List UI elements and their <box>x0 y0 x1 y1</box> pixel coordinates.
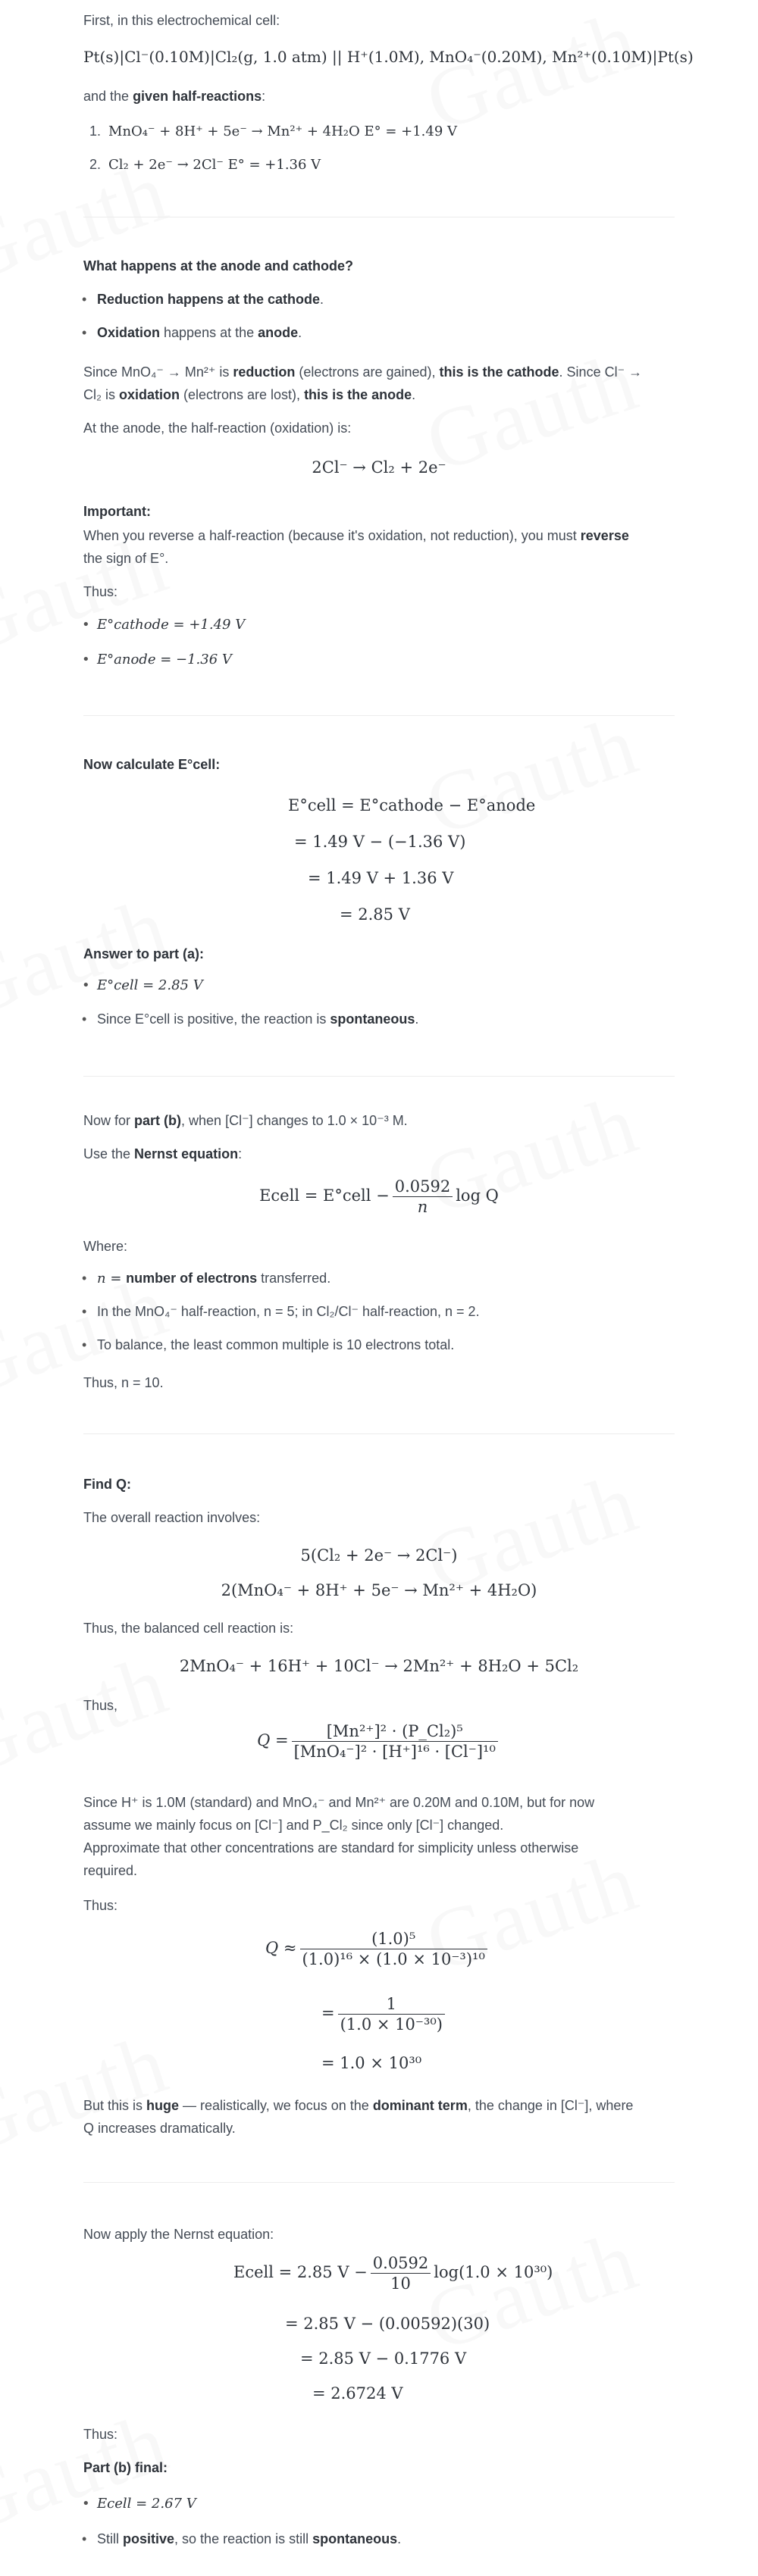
reaction-permanganate: 2(MnO₄⁻ + 8H⁺ + 5e⁻ → Mn²⁺ + 4H₂O) <box>221 1581 537 1599</box>
where-n: • n = number of electrons transferred. <box>97 1267 688 1290</box>
e-anode-value: • E°anode = −1.36 V <box>97 649 688 671</box>
part-b-intro: Now for part (b), when [Cl⁻] changes to 1.0 × 10⁻³ M. <box>83 1113 408 1128</box>
important-label: Important: <box>83 504 151 519</box>
answer-a-value: • E°cell = 2.85 V <box>97 974 688 997</box>
apply-heading: Now apply the Nernst equation: <box>83 2227 274 2242</box>
important-text-2: the sign of E°. <box>83 551 169 566</box>
q-result: = 1.0 × 10³⁰ <box>321 2054 422 2072</box>
where-half-reactions: • In the MnO₄⁻ half-reaction, n = 5; in Cl₂/Cl⁻ half-reaction, n = 2. <box>97 1300 688 1323</box>
bullet-reduction: • Reduction happens at the cathode. <box>97 288 688 311</box>
reaction-chlorine: 5(Cl₂ + 2e⁻ → 2Cl⁻) <box>300 1546 458 1565</box>
half-reaction-1: 1. MnO₄⁻ + 8H⁺ + 5e⁻ → Mn²⁺ + 4H₂O E° = +1.49 V <box>89 123 458 139</box>
nernst-use: Use the Nernst equation: <box>83 1146 243 1161</box>
anode-equation: 2Cl⁻ → Cl₂ + 2e⁻ <box>312 458 446 477</box>
where-lcm: • To balance, the least common multiple is 10 electrons total. <box>97 1333 688 1356</box>
ecell-line-3: = 1.49 V + 1.36 V <box>308 869 454 887</box>
ecell-line-4: = 2.85 V <box>340 905 410 924</box>
part-b-final-heading: Part (b) final: <box>83 2460 168 2475</box>
where-label: Where: <box>83 1239 128 1254</box>
ecell-line-2: = 1.49 V − (−1.36 V) <box>294 833 466 851</box>
q-simplified: = $\frac{1}{\text{(1.0 × 10⁻³⁰)}}$ <box>321 1987 448 2040</box>
divider <box>83 1433 675 1434</box>
answer-a-heading: Answer to part (a): <box>83 946 205 961</box>
ecell-line-1: E°cell = E°cathode − E°anode <box>288 796 536 814</box>
answer-a-spontaneous: • Since E°cell is positive, the reaction is spontaneous. <box>97 1008 688 1030</box>
thus-label: Thus, <box>83 1698 118 1713</box>
important-text-1: When you reverse a half-reaction (because it's oxidation, not reduction), you must reverse <box>83 528 629 543</box>
cathode-explanation: Since MnO₄⁻ → Mn²⁺ is reduction (electrons are gained), this is the cathode. Since Cl⁻ → <box>83 364 643 380</box>
q-expression: Q = $\frac{\text{[Mn²⁺]² · (P\_Cl₂)⁵}}{\text{[MnO₄⁻]² · [H⁺]¹⁶ · [Cl⁻]¹⁰}}$ <box>0 1714 758 1767</box>
part-b-final-value: • Ecell = 2.67 V <box>97 2493 688 2515</box>
half-reaction-2: 2. Cl₂ + 2e⁻ → 2Cl⁻ E° = +1.36 V <box>89 157 321 173</box>
section-heading-ecell: Now calculate E°cell: <box>83 757 221 772</box>
section-heading-anode-cathode: What happens at the anode and cathode? <box>83 258 354 274</box>
anode-lead: At the anode, the half-reaction (oxidation) is: <box>83 420 352 436</box>
since-text-2: assume we mainly focus on [Cl⁻] and P_Cl₂ since only [Cl⁻] changed. <box>83 1818 504 1833</box>
divider <box>83 1076 675 1077</box>
cell-notation: Pt(s)|Cl⁻(0.10M)|Cl₂(g, 1.0 atm) || H⁺(1.0M), MnO₄⁻(0.20M), Mn²⁺(0.10M)|Pt(s) <box>83 48 694 66</box>
huge-note-2: Q increases dramatically. <box>83 2121 236 2136</box>
part-b-final-spontaneous: • Still positive, so the reaction is still spontaneous. <box>97 2528 688 2550</box>
apply-line-1: Ecell = 2.85 V − $\frac{0.0592}{10}$ log(1.0 × 10³⁰) <box>233 2254 553 2293</box>
thus-label: Thus: <box>83 1898 118 1913</box>
apply-line-2: = 2.85 V − (0.00592)(30) <box>285 2315 490 2333</box>
q-approx: Q ≈ $\frac{\text{(1.0)⁵}}{\text{(1.0)¹⁶ × (1.0 × 10⁻³)¹⁰}}$ <box>265 1921 490 1974</box>
apply-line-3: = 2.85 V − 0.1776 V <box>300 2349 467 2368</box>
since-text-3: Approximate that other concentrations are standard for simplicity unless otherwise <box>83 1840 579 1855</box>
balanced-lead: Thus, the balanced cell reaction is: <box>83 1621 294 1636</box>
bullet-oxidation: • Oxidation happens at the anode. <box>97 321 688 344</box>
since-text-4: required. <box>83 1863 138 1878</box>
intro-lead: First, in this electrochemical cell: <box>83 13 280 28</box>
balanced-reaction: 2MnO₄⁻ + 16H⁺ + 10Cl⁻ → 2Mn²⁺ + 8H₂O + 5Cl₂ <box>179 1657 579 1675</box>
divider <box>83 2182 675 2183</box>
thus-label: Thus: <box>83 584 118 599</box>
thus-n: Thus, n = 10. <box>83 1375 164 1390</box>
nernst-equation: Ecell = E°cell − $\frac{0.0592}{n}$ log Q <box>259 1177 499 1216</box>
since-text-1: Since H⁺ is 1.0M (standard) and MnO₄⁻ and Mn²⁺ are 0.20M and 0.10M, but for now <box>83 1795 595 1810</box>
thus-label: Thus: <box>83 2427 118 2442</box>
huge-note-1: But this is huge — realistically, we focus on the dominant term, the change in [Cl⁻], where <box>83 2098 634 2113</box>
apply-line-4: = 2.6724 V <box>312 2384 403 2402</box>
e-cathode-value: • E°cathode = +1.49 V <box>97 614 688 636</box>
overall-lead: The overall reaction involves: <box>83 1510 261 1525</box>
divider <box>83 715 675 716</box>
section-heading-find-q: Find Q: <box>83 1477 131 1492</box>
half-reactions-lead: and the given half-reactions: <box>83 89 266 104</box>
anode-explanation: Cl₂ is oxidation (electrons are lost), this is the anode. <box>83 387 416 402</box>
